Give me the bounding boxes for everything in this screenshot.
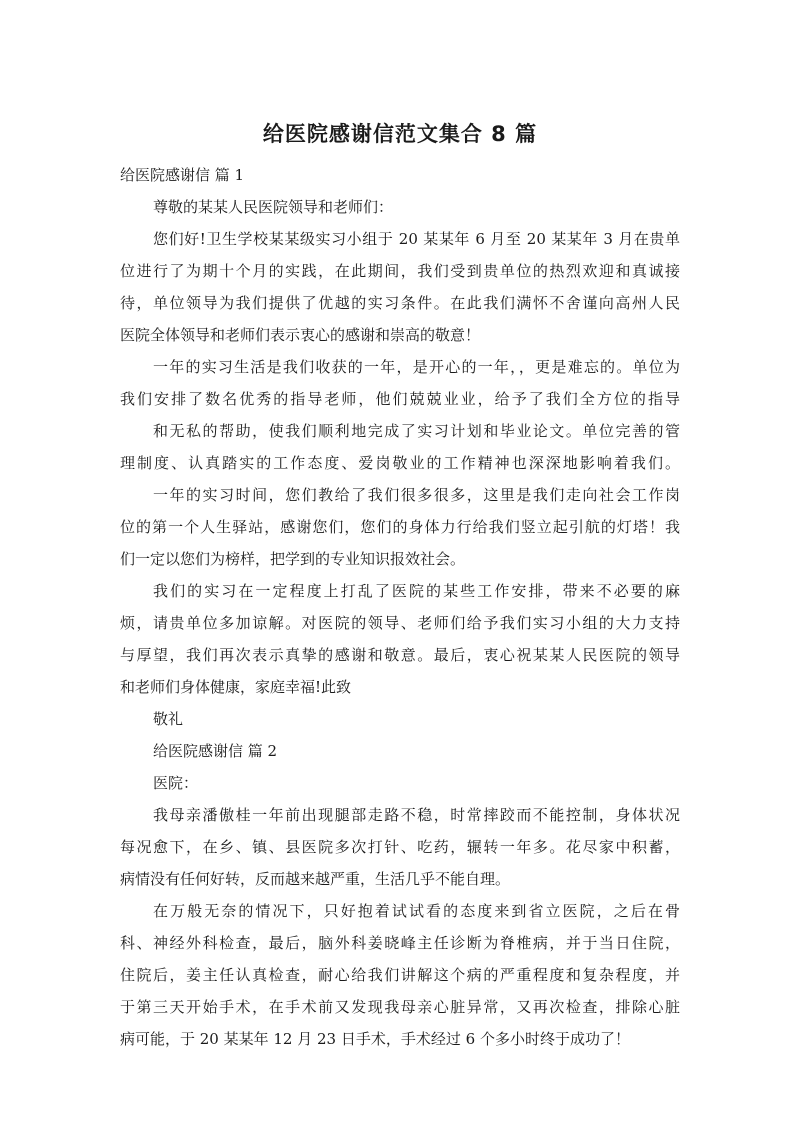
text-line: 和无私的帮助，使我们顺利地完成了实习计划和毕业论文。单位完善的管: [153, 422, 680, 440]
document-body: [120, 159, 680, 1055]
text-line: 敬礼: [153, 710, 184, 728]
text-line: 烦，请贵单位多加谅解。对医院的领导、老师们给予我们实习小组的大力支持: [120, 614, 680, 632]
text-line: 您们好!卫生学校某某级实习小组于 20 某某年 6 月至 20 某某年 3 月在贵单: [153, 230, 680, 248]
text-line: 住院后，姜主任认真检查，耐心给我们讲解这个病的严重程度和复杂程度，并: [120, 966, 680, 984]
text-line: 们一定以您们为榜样，把学到的专业知识报效社会。: [120, 550, 466, 568]
text-line: 尊敬的某某人民医院领导和老师们：: [153, 198, 394, 216]
text-line: 病情没有任何好转，反而越来越严重，生活几乎不能自理。: [120, 870, 511, 888]
text-line: 理制度、认真踏实的工作态度、爱岗敬业的工作精神也深深地影响着我们。: [120, 454, 680, 472]
text-line: 给医院感谢信 篇 2: [153, 742, 278, 760]
text-line: 待，单位领导为我们提供了优越的实习条件。在此我们满怀不舍谨向高州人民: [120, 294, 680, 312]
text-line: 在万般无奈的情况下，只好抱着试试看的态度来到省立医院，之后在骨: [153, 902, 680, 920]
text-line: 每况愈下，在乡、镇、县医院多次打针、吃药，辗转一年多。花尽家中积蓄，: [120, 838, 680, 856]
text-line: 病可能，于 20 某某年 12 月 23 日手术，手术经过 6 个多小时终于成功了！: [120, 1030, 630, 1048]
text-line: 医院全体领导和老师们表示衷心的感谢和崇高的敬意！: [120, 326, 481, 344]
text-line: 一年的实习生活是我们收获的一年，是开心的一年，，更是难忘的。单位为: [153, 358, 680, 376]
text-line: 科、神经外科检查，最后，脑外科姜晓峰主任诊断为脊椎病，并于当日住院，: [120, 934, 680, 952]
text-line: 医院：: [153, 774, 199, 792]
text-line: 我们的实习在一定程度上打乱了医院的某些工作安排，带来不必要的麻: [153, 582, 680, 600]
document-title: 给医院感谢信范文集合 8 篇: [262, 122, 538, 146]
text-line: 位的第一个人生驿站，感谢您们，您们的身体力行给我们竖立起引航的灯塔！我: [120, 518, 680, 536]
text-line: 给医院感谢信 篇 1: [120, 166, 245, 184]
text-line: 和老师们身体健康，家庭幸福!此致: [120, 678, 352, 696]
text-line: 一年的实习时间，您们教给了我们很多很多，这里是我们走向社会工作岗: [153, 486, 680, 504]
text-line: 与厚望，我们再次表示真挚的感谢和敬意。最后，衷心祝某某人民医院的领导: [120, 646, 680, 664]
text-line: 位进行了为期十个月的实践，在此期间，我们受到贵单位的热烈欢迎和真诚接: [120, 262, 680, 280]
text-line: 我母亲潘傲桂一年前出现腿部走路不稳，时常摔跤而不能控制，身体状况: [153, 806, 680, 824]
text-line: 于第三天开始手术，在手术前又发现我母亲心脏异常，又再次检查，排除心脏: [120, 998, 680, 1016]
text-line: 我们安排了数名优秀的指导老师，他们兢兢业业，给予了我们全方位的指导: [120, 390, 680, 408]
